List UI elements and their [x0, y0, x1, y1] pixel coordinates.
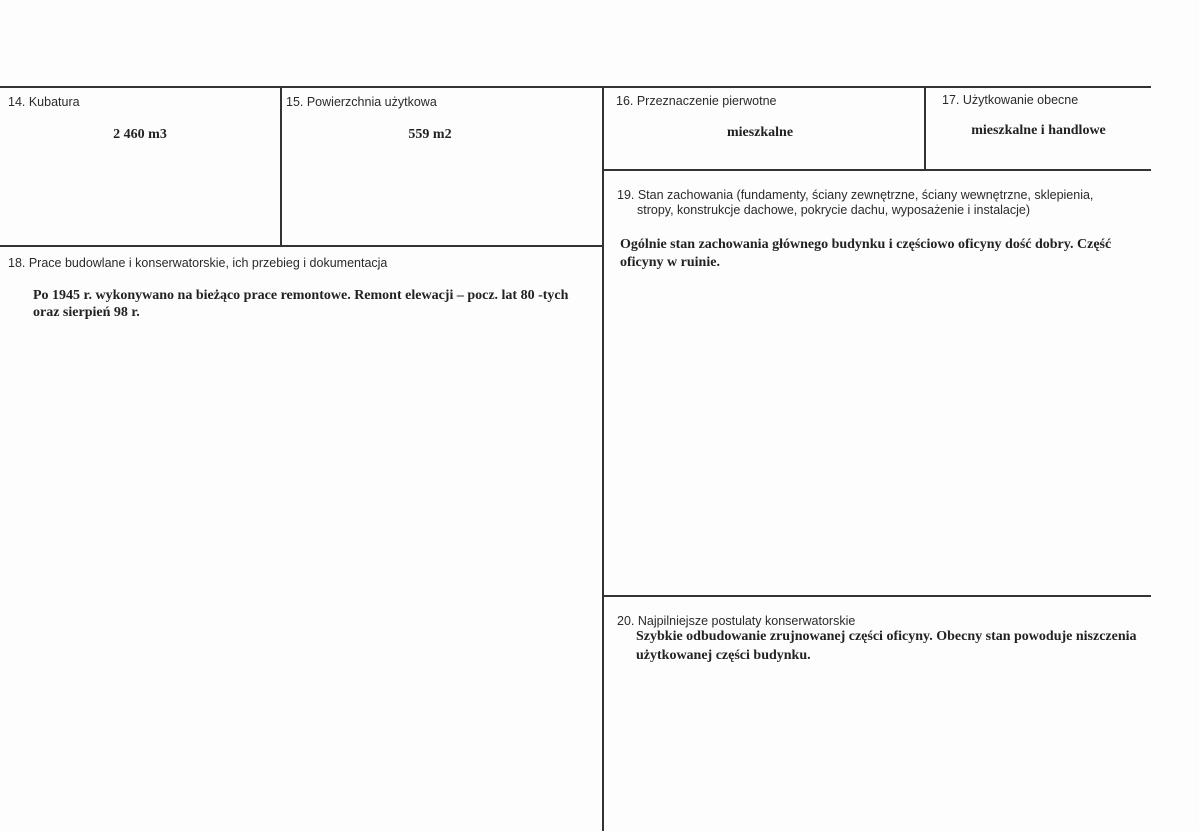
prace-value-line2: oraz sierpień 98 r. [33, 305, 140, 320]
uzytkowanie-label: 17. Użytkowanie obecne [942, 93, 1079, 107]
stan-label-line2: stropy, konstrukcje dachowe, pokrycie dachu, wyposażenie i instalacje) [637, 203, 1031, 217]
postulaty-label: 20. Najpilniejsze postulaty konserwatorskie [617, 614, 856, 628]
przeznaczenie-label: 16. Przeznaczenie pierwotne [616, 94, 777, 108]
prace-value-line1: Po 1945 r. wykonywano na bieżąco prace remontowe. Remont elewacji – pocz. lat 80 -tych [33, 288, 569, 303]
powierzchnia-label: 15. Powierzchnia użytkowa [286, 95, 437, 109]
prace-label: 18. Prace budowlane i konserwatorskie, ich przebieg i dokumentacja [8, 256, 388, 270]
row1-bottom-line-left [0, 245, 603, 247]
stan-label-line1: 19. Stan zachowania (fundamenty, ściany zewnętrzne, ściany wewnętrzne, sklepienia, [617, 188, 1094, 202]
kubatura-label: 14. Kubatura [8, 95, 80, 109]
row1-bottom-line-right [603, 169, 1151, 171]
section19-bottom-line [603, 595, 1151, 597]
postulaty-value-line1: Szybkie odbudowanie zrujnowanej części oficyny. Obecny stan powoduje niszczenia [636, 629, 1137, 644]
kubatura-value: 2 460 m3 [113, 127, 167, 142]
powierzchnia-value: 559 m2 [408, 127, 452, 142]
stan-value-line2: oficyny w ruinie. [620, 255, 720, 270]
postulaty-value-line2: użytkowanej części budynku. [636, 648, 811, 663]
przeznaczenie-value: mieszkalne [726, 125, 794, 140]
uzytkowanie-value: mieszkalne i handlowe [971, 123, 1106, 138]
top-border-line [0, 86, 1151, 88]
divider-14-15 [280, 86, 282, 246]
center-divider [602, 86, 604, 831]
stan-value-line1: Ogólnie stan zachowania głównego budynku i częściowo oficyny dość dobry. Część [620, 237, 1112, 252]
